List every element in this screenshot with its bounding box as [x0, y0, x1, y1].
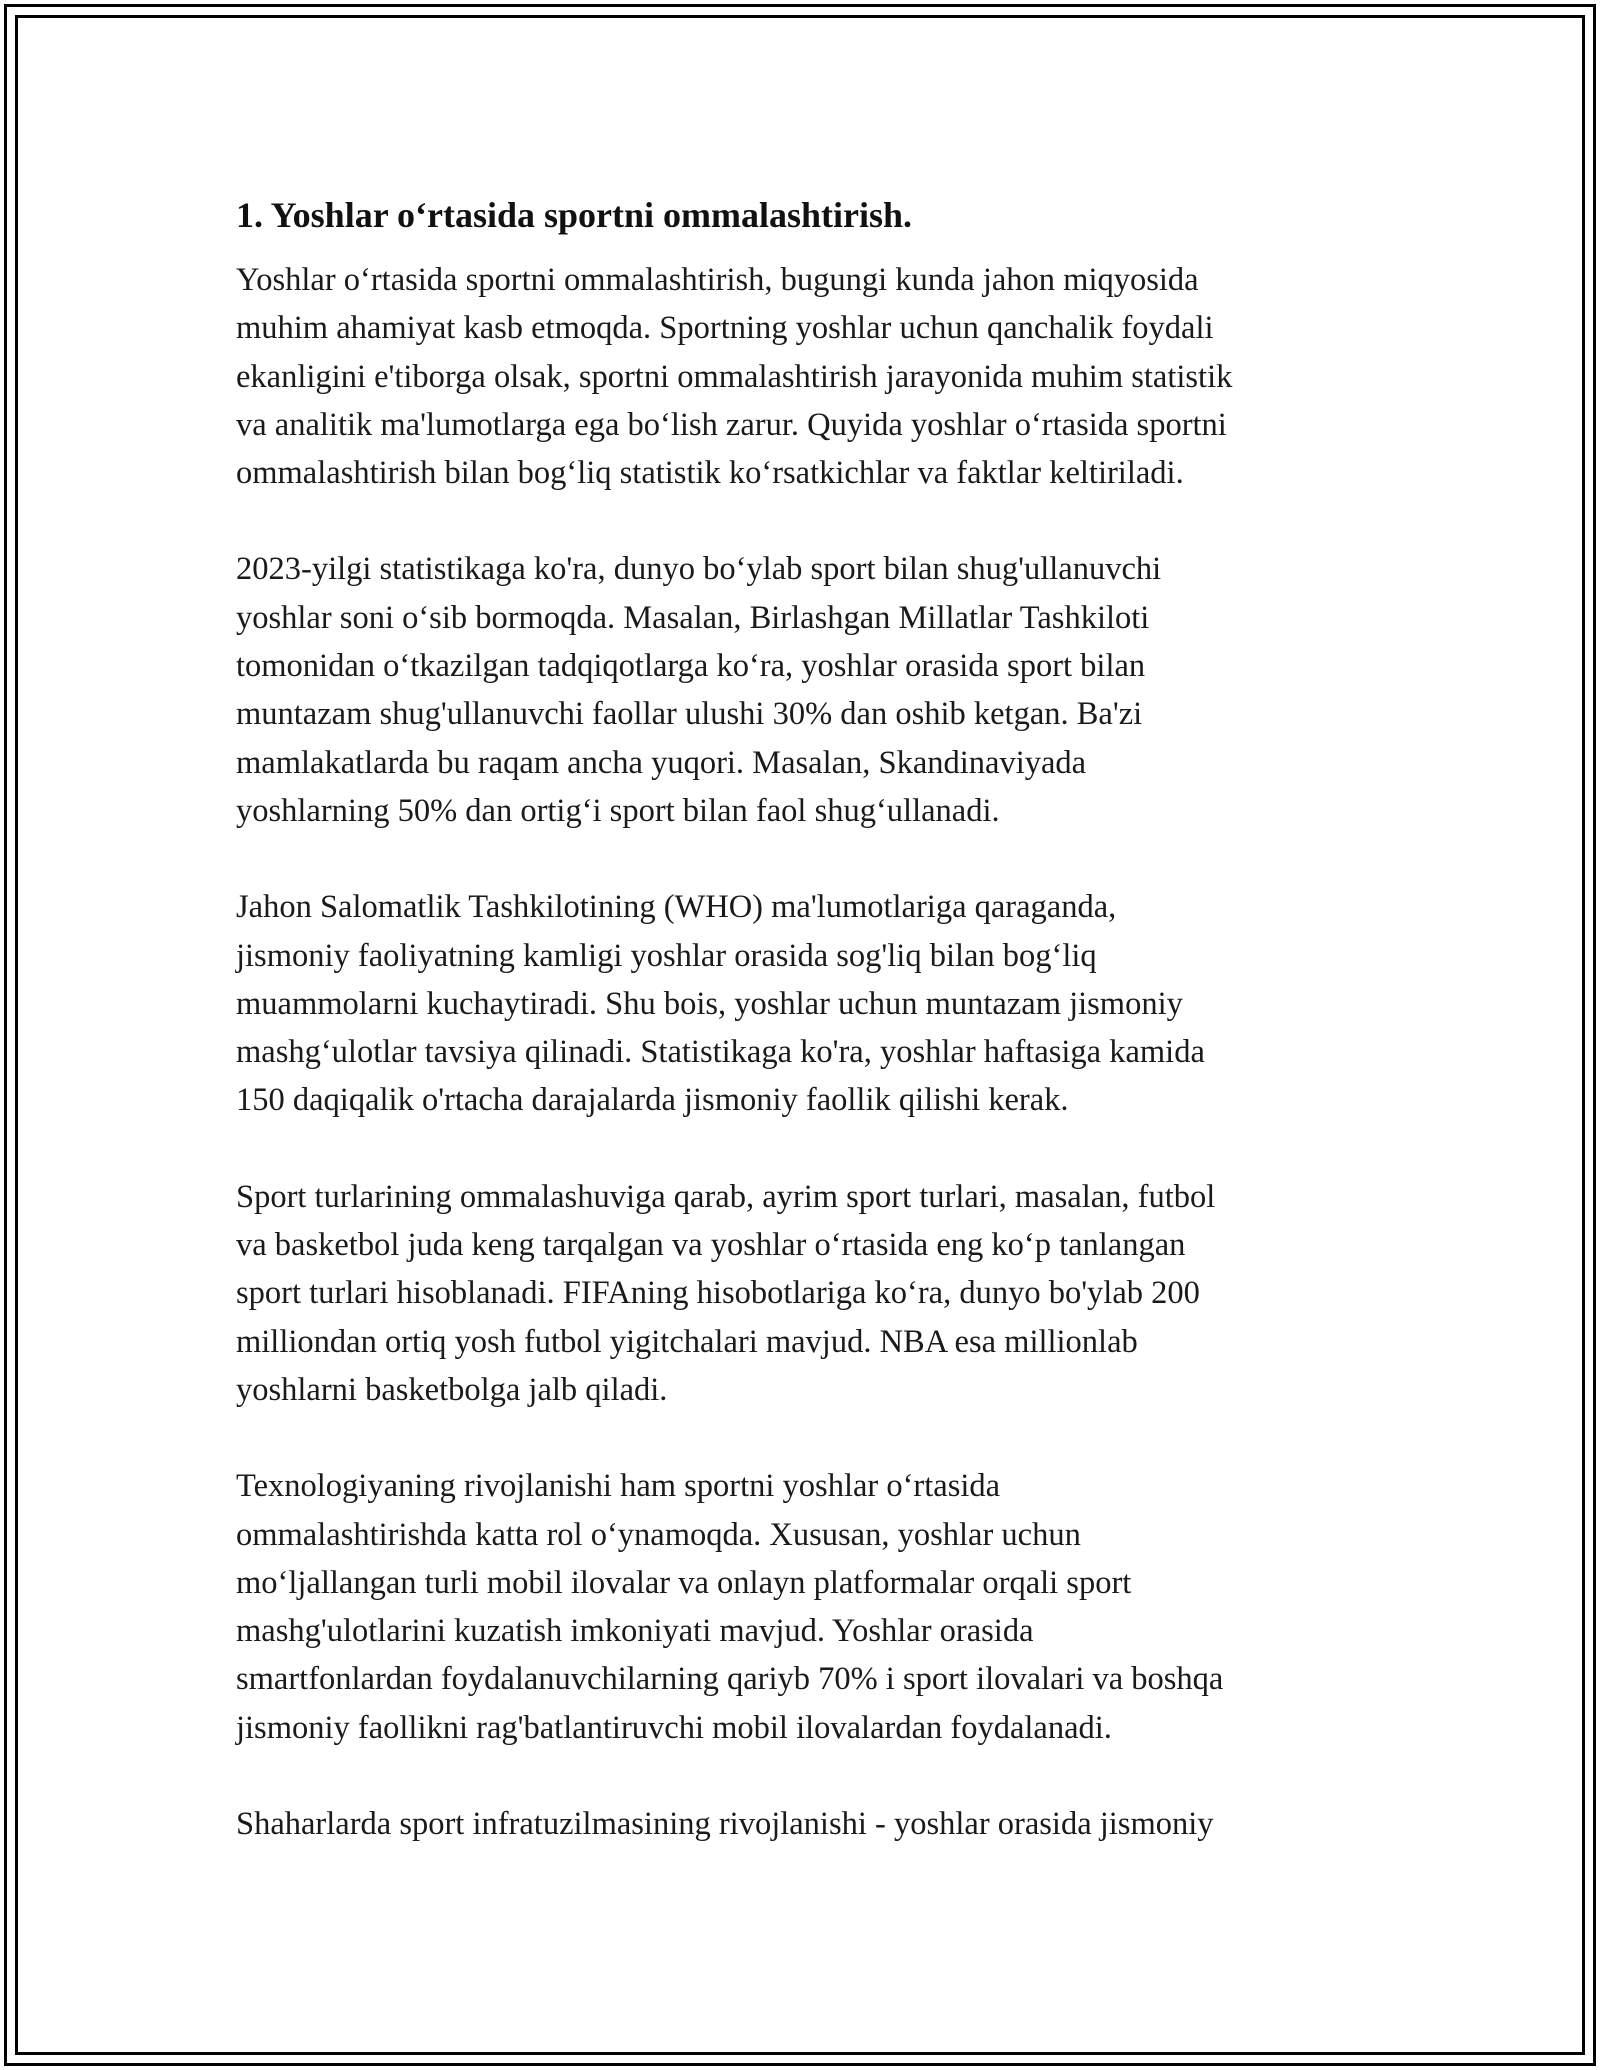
text-line: yoshlar soni o‘sib bormoqda. Masalan, Birlashgan Millatlar Tashkiloti	[236, 599, 1150, 636]
text-line: 150 daqiqalik o'rtacha darajalarda jismoniy faollik qilishi kerak.	[236, 1082, 1069, 1119]
text-line: ekanligini e'tiborga olsak, sportni ommalashtirish jarayonida muhim statistik	[236, 358, 1233, 395]
text-line: ommalashtirish bilan bog‘liq statistik ko‘rsatkichlar va faktlar keltiriladi.	[236, 455, 1184, 492]
text-line: sport turlari hisoblanadi. FIFAning hisobotlariga ko‘ra, dunyo bo'ylab 200	[236, 1275, 1200, 1312]
document-body	[236, 189, 1416, 1896]
text-line: Yoshlar o‘rtasida sportni ommalashtirish, bugungi kunda jahon miqyosida	[236, 262, 1199, 298]
paragraph-sport-types	[236, 1173, 1416, 1414]
text-line: muammolarni kuchaytiradi. Shu bois, yoshlar uchun muntazam jismoniy	[236, 985, 1183, 1022]
text-line: milliondan ortiq yosh futbol yigitchalari mavjud. NBA esa millionlab	[236, 1323, 1138, 1360]
text-line: mo‘ljallangan turli mobil ilovalar va onlayn platformalar orqali sport	[236, 1564, 1132, 1601]
text-line: yoshlarni basketbolga jalb qiladi.	[236, 1371, 668, 1408]
text-line: tomonidan o‘tkazilgan tadqiqotlarga ko‘ra, yoshlar orasida sport bilan	[236, 648, 1146, 685]
paragraph-technology	[236, 1462, 1416, 1752]
paragraph-intro	[236, 256, 1416, 497]
text-line: va basketbol juda keng tarqalgan va yoshlar o‘rtasida eng ko‘p tanlangan	[236, 1227, 1186, 1264]
text-line: mashg‘ulotlar tavsiya qilinadi. Statistikaga ko'ra, yoshlar haftasiga kamida	[236, 1034, 1205, 1071]
paragraph-who	[236, 883, 1416, 1124]
text-line: mamlakatlarda bu raqam ancha yuqori. Masalan, Skandinaviyada	[236, 744, 1087, 781]
text-line: mashg'ulotlarini kuzatish imkoniyati mavjud. Yoshlar orasida	[236, 1613, 1034, 1650]
text-line: Sport turlarining ommalashuviga qarab, ayrim sport turlari, masalan, futbol	[236, 1178, 1216, 1215]
section-heading: 1. Yoshlar o‘rtasida sportni ommalashtirish.	[236, 195, 913, 235]
text-line: jismoniy faollikni rag'batlantiruvchi mobil ilovalardan foydalanadi.	[236, 1709, 1112, 1746]
text-line: 2023-yilgi statistikaga ko'ra, dunyo bo‘ylab sport bilan shug'ullanuvchi	[236, 551, 1162, 588]
text-line: Shaharlarda sport infratuzilmasining rivojlanishi - yoshlar orasida jismoniy	[236, 1806, 1214, 1843]
text-line: ommalashtirishda katta rol o‘ynamoqda. Xususan, yoshlar uchun	[236, 1516, 1081, 1553]
paragraph-infrastructure	[236, 1800, 1416, 1848]
paragraph-statistics-2023	[236, 545, 1416, 835]
text-line: Texnologiyaning rivojlanishi ham sportni yoshlar o‘rtasida	[236, 1468, 1001, 1505]
text-line: smartfonlardan foydalanuvchilarning qariyb 70% i sport ilovalari va boshqa	[236, 1661, 1224, 1698]
text-line: jismoniy faoliyatning kamligi yoshlar orasida sog'liq bilan bog‘liq	[236, 937, 1097, 974]
text-line: va analitik ma'lumotlarga ega bo‘lish zarur. Quyida yoshlar o‘rtasida sportni	[236, 406, 1227, 443]
text-line: yoshlarning 50% dan ortig‘i sport bilan faol shug‘ullanadi.	[236, 792, 1000, 829]
text-line: muhim ahamiyat kasb etmoqda. Sportning yoshlar uchun qanchalik foydali	[236, 310, 1214, 347]
text-line: muntazam shug'ullanuvchi faollar ulushi 30% dan oshib ketgan. Ba'zi	[236, 696, 1143, 733]
text-line: Jahon Salomatlik Tashkilotining (WHO) ma'lumotlariga qaraganda,	[236, 889, 1117, 926]
